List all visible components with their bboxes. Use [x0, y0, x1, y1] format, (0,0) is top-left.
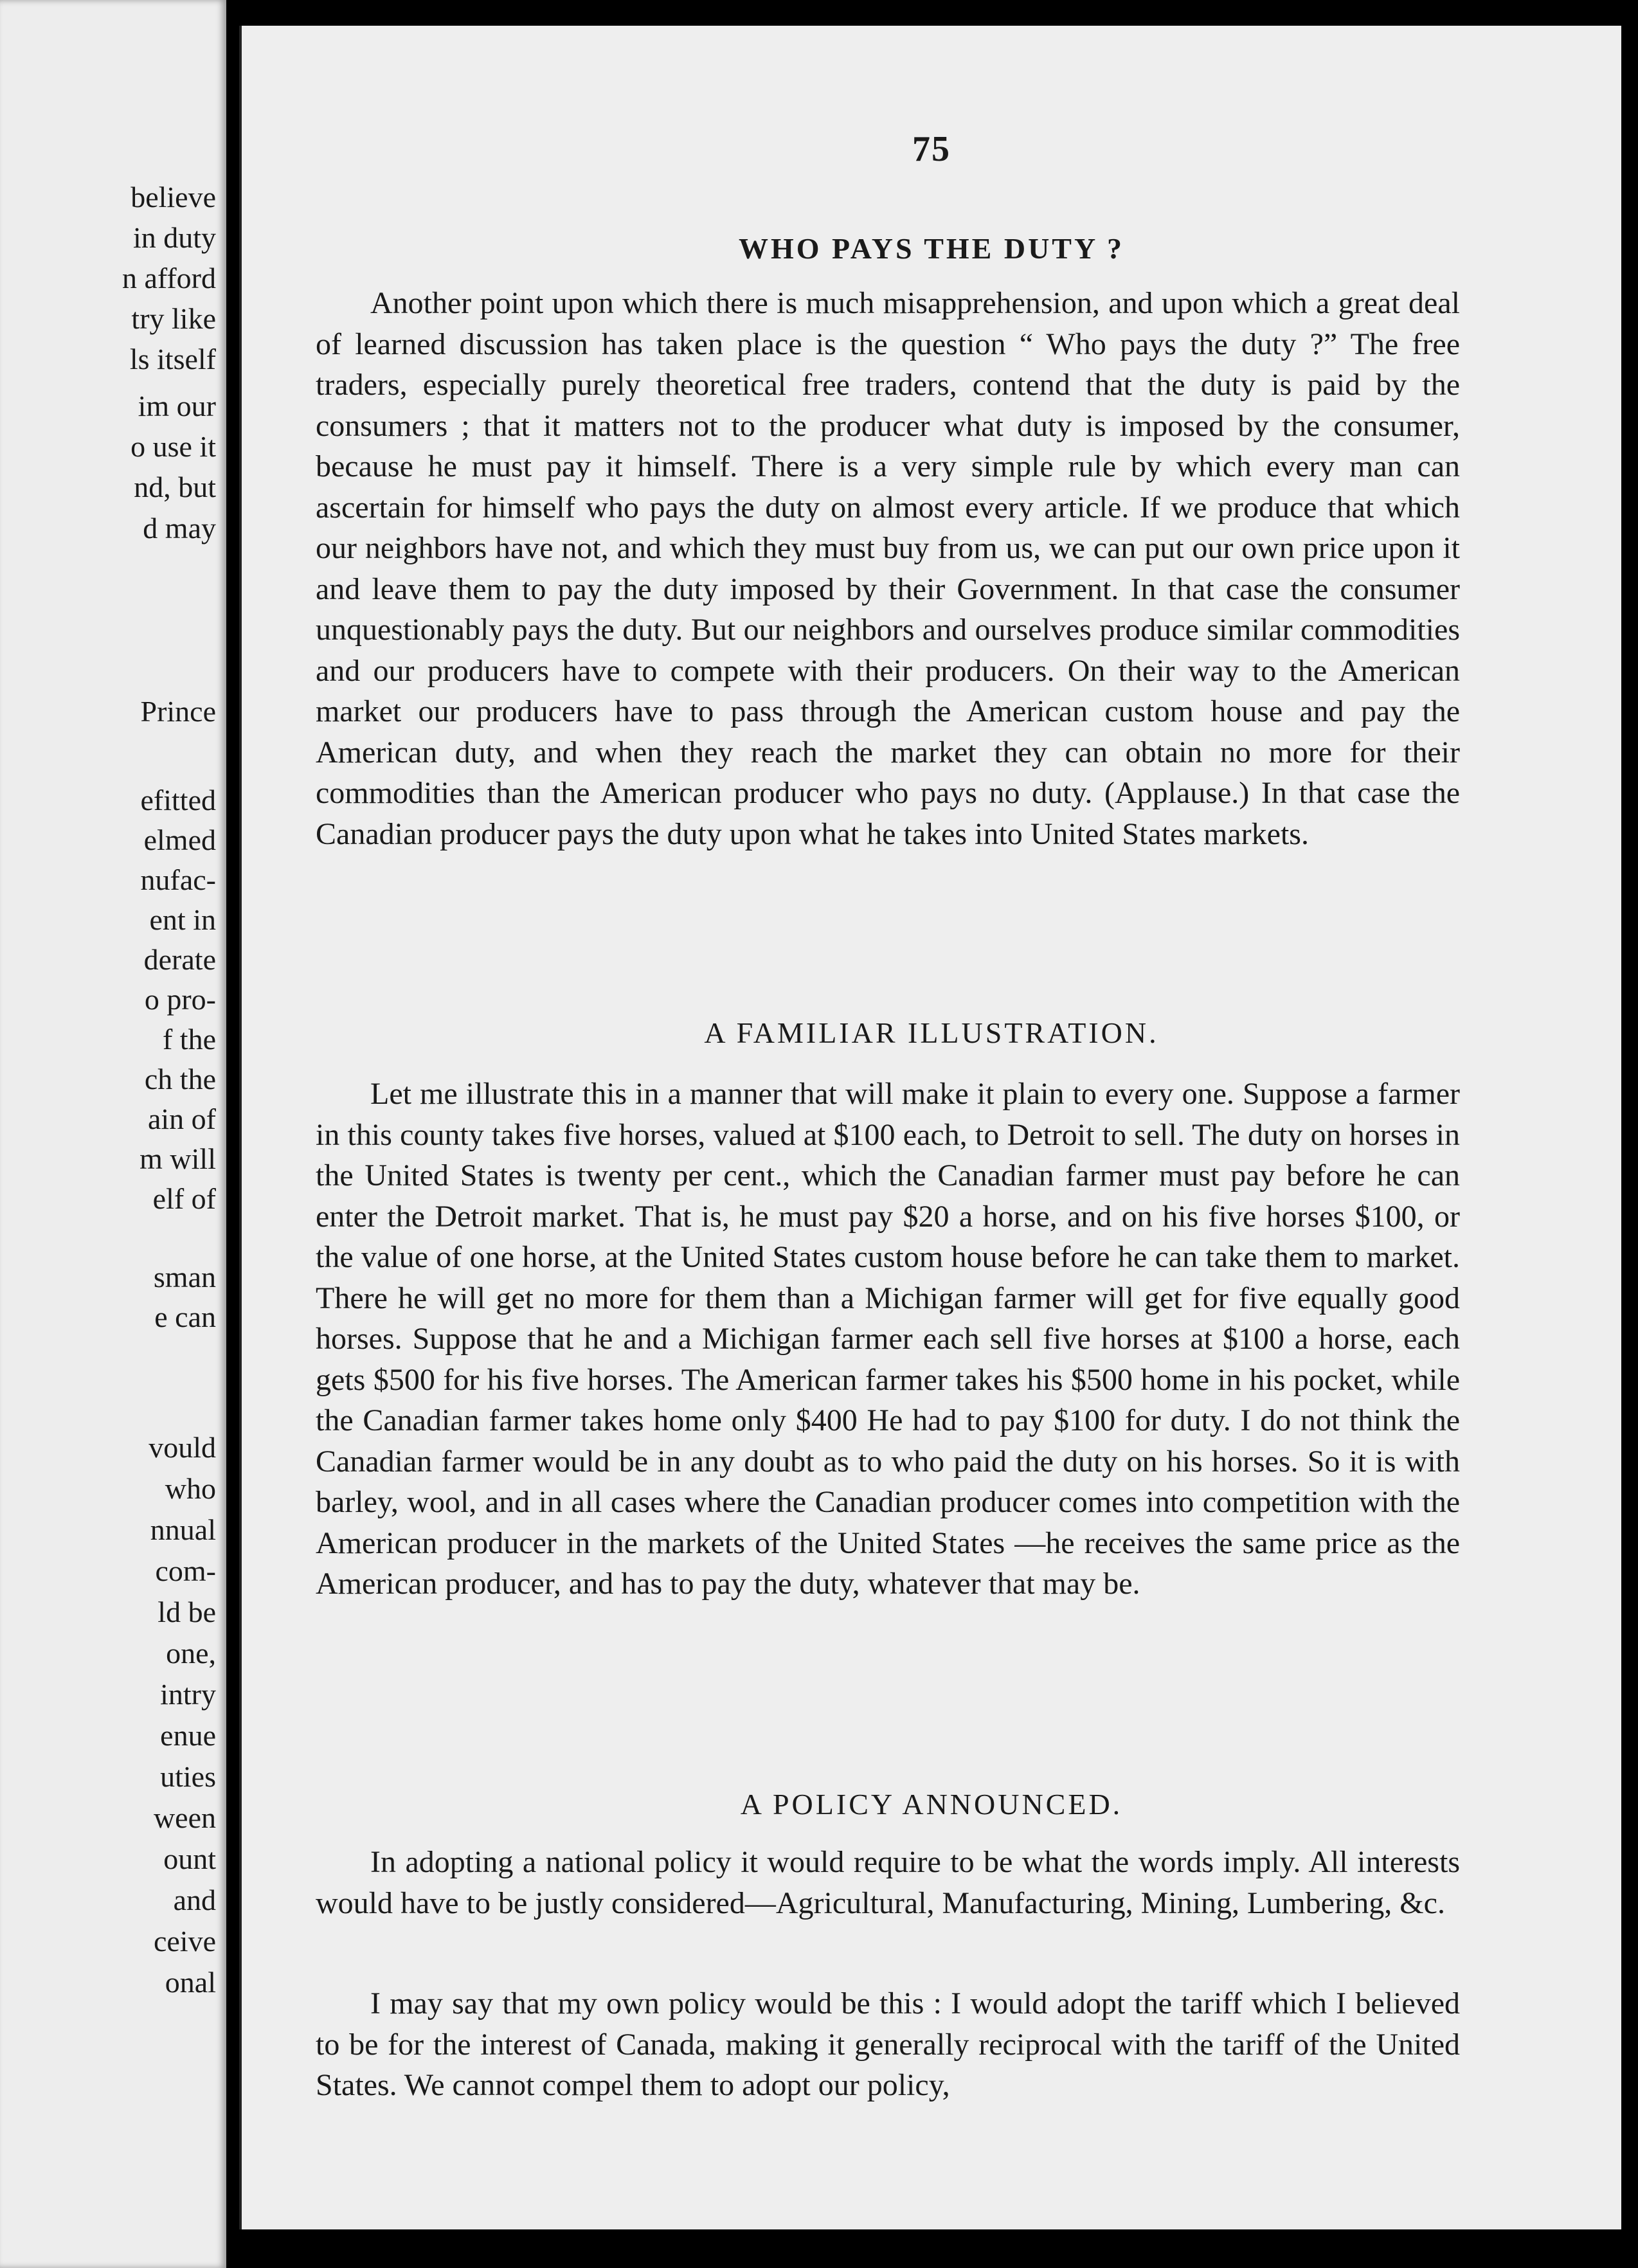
fragment-line: m will: [140, 1142, 216, 1175]
fragment-line: o pro-: [144, 983, 216, 1016]
fragment-line: ain of: [147, 1102, 216, 1135]
section-heading: A POLICY ANNOUNCED.: [740, 1788, 1123, 1821]
facing-page-fragment: [0, 0, 226, 2268]
fragment-line: derate: [143, 943, 216, 976]
fragment-line: nnual: [150, 1513, 216, 1546]
paragraph: Let me illustrate this in a manner that will make it plain to every one. Suppose a farmer in this county takes five horses, valued at $100 each, to Detroit to sell. The duty on horses in the United States is twenty per cent., which the Canadian farmer must pay before he can enter the Detroit market. That is, he must pay $20 a horse, and on his five horses $100, or the value of one horse, at the United States custom house before he can take them to market. There he will get no more for them than a Michigan farmer will get for five equally good horses. Suppose that he and a Michigan farmer each sell five horses at $100 a horse, each gets $500 for his five horses. The American farmer takes his $500 home in his pocket, while the Canadian farmer takes home only $400 He had to pay $100 for duty. I do not think the Canadian farmer would be in any doubt as to who paid the duty on his horses. So it is with barley, wool, and in all cases where the Canadian producer comes into competition with the American producer in the markets of the United States —he receives the same price as the American producer, and has to pay the duty, whatever that may be.: [316, 1077, 1460, 1601]
fragment-line: ent in: [149, 903, 216, 936]
fragment-line: efitted: [140, 784, 216, 816]
fragment-line: n afford: [122, 262, 216, 294]
fragment-line: one,: [166, 1637, 216, 1670]
fragment-line: ls itself: [129, 343, 216, 375]
fragment-line: uties: [160, 1760, 216, 1793]
fragment-line: elmed: [143, 824, 216, 856]
fragment-line: onal: [165, 1966, 216, 1999]
fragment-line: vould: [148, 1431, 216, 1464]
fragment-line: ceive: [153, 1925, 216, 1958]
paragraph: Another point upon which there is much misapprehension, and upon which a great deal of learned discussion has taken place is the question “ Who pays the duty ?” The free traders, especially purely theoretical free traders, contend that the duty is paid by the consumers ; that it matters not to the producer what duty is imposed by the consumer, because he must pay it himself. There is a very simple rule by which every man can ascertain for himself who pays the duty on almost every article. If we produce that which our neighbors have not, and which they must buy from us, we can put our own price upon it and leave them to pay the duty imposed by their Government. In that case the consumer unquestionably pays the duty. But our neighbors and ourselves produce similar commodities and our producers have to compete with their producers. On their way to the American market our producers have to pass through the American custom house and pay the American duty, and when they reach the market they can obtain no more for their commodities than the American producer who pays no duty. (Applause.) In that case the Canadian producer pays the duty upon what he takes into United States markets.: [316, 286, 1460, 851]
paragraph: I may say that my own policy would be this : I would adopt the tariff which I believed to be for the interest of Canada, making it generally reciprocal with the tariff of the United States. We cannot compel them to adopt our policy,: [316, 1986, 1460, 2102]
section-heading: WHO PAYS THE DUTY ?: [739, 232, 1124, 265]
fragment-line: ld be: [158, 1596, 216, 1628]
fragment-line: nufac-: [140, 863, 216, 896]
fragment-line: nd, but: [134, 471, 216, 503]
paragraph: In adopting a national policy it would require to be what the words imply. All interests would have to be justly considered—Agricultural, Manufacturing, Mining, Lumbering, &c.: [316, 1845, 1460, 1920]
fragment-line: and: [173, 1884, 216, 1916]
fragment-line: d may: [143, 512, 216, 544]
fragment-line: believe: [130, 181, 216, 213]
fragment-line: e can: [154, 1300, 216, 1333]
fragment-line: ount: [163, 1842, 216, 1875]
fragment-line: ch the: [144, 1063, 216, 1095]
book-page: [239, 26, 1621, 2237]
fragment-line: elf of: [152, 1182, 216, 1215]
fragment-line: in duty: [132, 221, 216, 254]
fragment-line: enue: [160, 1719, 216, 1752]
page-bottom-shadow: [239, 2229, 1638, 2268]
fragment-line: try like: [131, 302, 216, 335]
fragment-line: who: [165, 1472, 216, 1505]
fragment-line: f the: [162, 1023, 216, 1056]
fragment-line: o use it: [130, 430, 216, 463]
fragment-line: im our: [138, 390, 216, 422]
section-heading: A FAMILIAR ILLUSTRATION.: [704, 1016, 1159, 1049]
page-number: 75: [912, 129, 951, 169]
fragment-line: Prince: [140, 695, 216, 728]
fragment-line: sman: [153, 1261, 216, 1293]
fragment-line: com-: [155, 1554, 216, 1587]
fragment-line: intry: [160, 1678, 216, 1711]
fragment-line: ween: [153, 1801, 216, 1834]
